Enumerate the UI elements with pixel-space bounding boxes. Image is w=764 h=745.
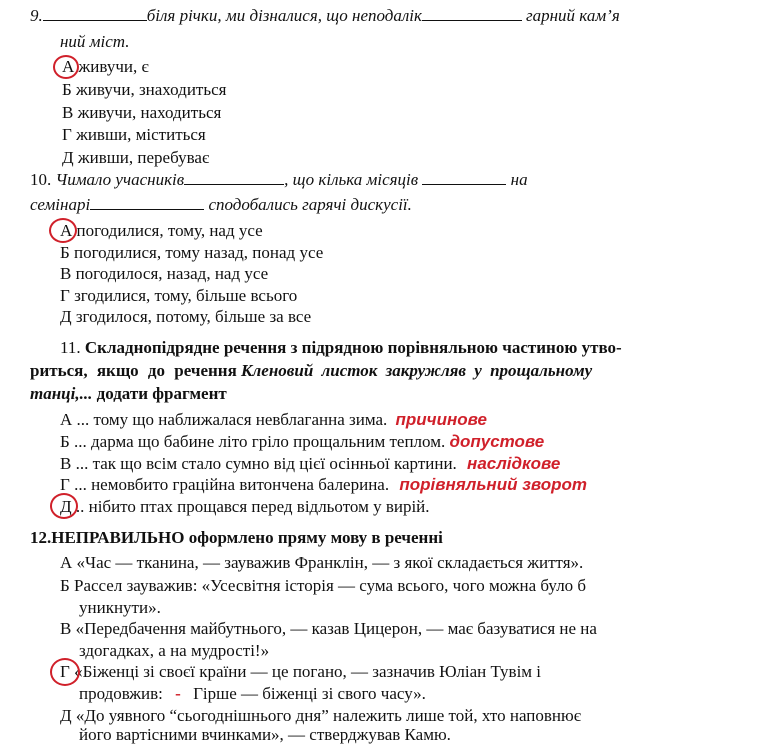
q10-text-4: семінарі xyxy=(30,195,91,214)
q11-option-v[interactable] xyxy=(60,454,560,474)
q10-option-d[interactable]: Д згодилося, потому, більше за все xyxy=(60,307,312,326)
q10-option-v[interactable]: В погодилося, назад, над усе xyxy=(60,264,269,283)
q11-option-g[interactable] xyxy=(60,475,587,495)
q11-line2 xyxy=(30,361,676,381)
q11-line3 xyxy=(30,384,227,404)
q9-option-g[interactable]: Г живши, міститься xyxy=(62,125,206,144)
q9-text-1: біля річки, ми дізналися, що неподалік xyxy=(146,6,422,25)
q11-option-d-text: Д .. нібито птах прощався перед відльотом у вирій. xyxy=(60,497,430,516)
q9-line2: ний міст. xyxy=(60,32,130,51)
q12-number: 12. xyxy=(30,528,52,547)
q11-note-g: порівняльний зворот xyxy=(399,475,587,494)
q9-option-b[interactable]: Б живучи, знаходиться xyxy=(62,80,227,99)
q10-option-a[interactable]: А погодилися, тому, над усе xyxy=(60,221,263,240)
q12-option-b-1[interactable]: Б Рассел зауважив: «Усесвітня історія — сума всього, чого можна було б xyxy=(60,576,587,595)
q11-heading-3b: додати фрагмент xyxy=(96,384,227,403)
q10-blank-3[interactable] xyxy=(90,195,204,210)
q12-option-g-2a: продовжив: xyxy=(79,684,163,703)
q11-option-b-text: Б ... дарма що бабине літо гріло прощальним теплом. xyxy=(60,432,446,451)
q12-option-d-1[interactable]: Д «До уявного “сьогоднішнього дня” належить лише той, хто наповнює xyxy=(60,706,582,725)
q9-option-v[interactable]: В живучи, находиться xyxy=(62,103,222,122)
q11-option-v-text: В ... так що всім стало сумно від цієї осінньої картини. xyxy=(60,454,457,473)
q11-line1 xyxy=(60,338,676,358)
q11-heading-3a: танці,... xyxy=(30,384,93,403)
q11-note-a: причинове xyxy=(395,410,487,429)
q12-title-emphasis: НЕПРАВИЛЬНО xyxy=(51,528,185,547)
q9-option-a[interactable]: А живучи, є xyxy=(62,57,149,76)
q10-number: 10. xyxy=(30,170,52,189)
q10-line1 xyxy=(30,170,528,190)
q11-answer-circle xyxy=(50,493,78,519)
q12-option-v-2: здогадках, а на мудрості!» xyxy=(79,641,270,660)
q12-option-d-2: його вартісними вчинками», — стверджував Камю. xyxy=(79,725,451,744)
q12-option-g-2b: Гірше — біженці зі свого часу». xyxy=(193,684,426,703)
q11-heading-2a: риться, якщо до речення xyxy=(30,361,237,380)
q10-blank-1[interactable] xyxy=(184,170,284,185)
q10-text-1: Чимало учасників xyxy=(55,170,185,189)
q10-answer-circle xyxy=(49,218,77,243)
q11-option-b[interactable] xyxy=(60,432,544,452)
q10-line2 xyxy=(30,195,412,215)
q11-option-a[interactable] xyxy=(60,410,487,430)
q11-heading-1: Складнопідрядне речення з підрядною порівняльною частиною утво- xyxy=(84,338,622,357)
q10-option-b[interactable]: Б погодилися, тому назад, понад усе xyxy=(60,243,324,262)
q12-option-b-2: уникнути». xyxy=(79,598,161,617)
q11-note-v: наслідкове xyxy=(467,454,561,473)
q12-title xyxy=(30,528,443,548)
q11-option-a-text: А ... тому що наближалася невблаганна зима. xyxy=(60,410,388,429)
q10-blank-2[interactable] xyxy=(422,170,506,185)
q9-line1 xyxy=(30,6,620,26)
q11-option-d[interactable] xyxy=(60,497,430,517)
q12-option-a[interactable]: А «Час — тканина, — зауважив Франклін, — з якої складається життя». xyxy=(60,553,584,572)
q9-blank-1[interactable] xyxy=(43,6,147,21)
q11-note-b: допустове xyxy=(449,432,545,451)
q11-number: 11. xyxy=(60,338,81,357)
q12-title-text: оформлено пряму мову в реченні xyxy=(188,528,443,547)
q10-text-3: на xyxy=(510,170,528,189)
q10-text-5: сподобались гарячі дискусії. xyxy=(208,195,412,214)
q9-option-d[interactable]: Д живши, перебуває xyxy=(62,148,210,167)
q12-option-g-1[interactable]: Г «Біженці зі своєї країни — це погано, — зазначив Юліан Тувім і xyxy=(60,662,542,681)
q9-number: 9. xyxy=(30,6,43,25)
q9-answer-circle xyxy=(53,55,79,79)
q11-heading-2b: Кленовий листок закружляв у прощальному xyxy=(241,361,593,380)
q12-option-g-2 xyxy=(79,684,426,704)
q10-text-2: , що кілька місяців xyxy=(284,170,419,189)
q12-answer-circle xyxy=(50,658,80,686)
q12-option-v-1[interactable]: В «Передбачення майбутнього, — казав Цицерон, — має базуватися не на xyxy=(60,619,597,638)
q11-option-g-text: Г ... немовбито грацiйна витончена балерина. xyxy=(60,475,390,494)
q12-red-dash: - xyxy=(175,684,181,703)
q9-blank-2[interactable] xyxy=(422,6,522,21)
q9-text-2: гарний кам’я xyxy=(525,6,620,25)
q10-option-g[interactable]: Г згодилися, тому, більше всього xyxy=(60,286,298,305)
